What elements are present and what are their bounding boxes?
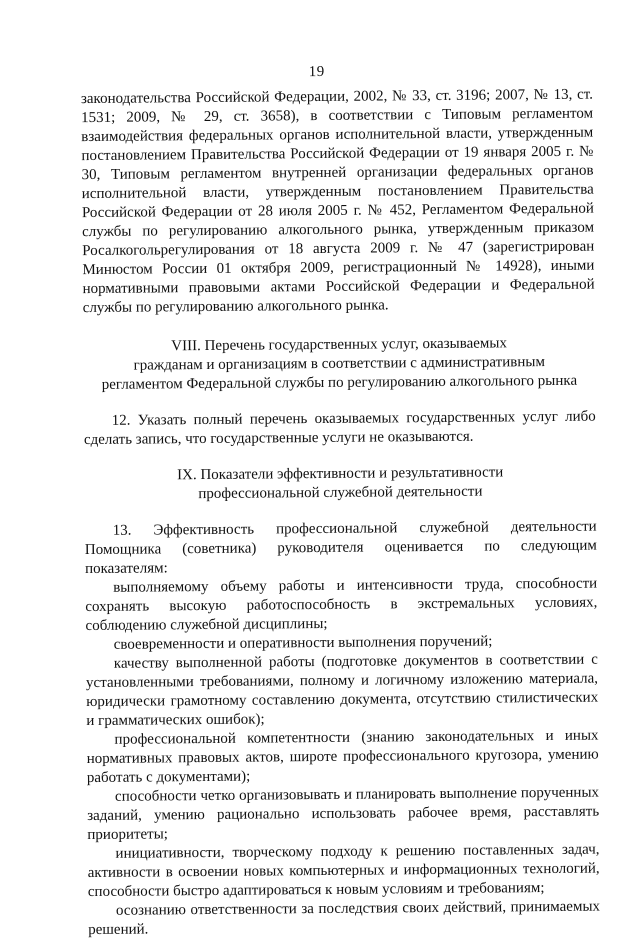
- criteria-item: способности четко организовывать и планировать выполнение порученных заданий, умению рационально использовать рабочее время, расставлять приоритеты;: [87, 784, 600, 844]
- criteria-item: качеству выполненной работы (подготовке документов в соответствии с установленными требованиями, полному и логичному изложению материала, юридически грамотному составлению документа, отсутствию стилистических и грамматических ошибок);: [85, 651, 599, 730]
- document-body: [81, 86, 600, 940]
- section-viii-heading-line-2: гражданам и организациям в соответствии с административным: [133, 354, 545, 374]
- criteria-item: своевременности и оперативности выполнения поручений;: [113, 633, 493, 653]
- criteria-item: инициативности, творческому подходу к решению поставленных задач, активности в освоении новых компьютерных и информационных технологий, способности быстро адаптироваться к новым условиям и требованиям;: [87, 841, 600, 901]
- section-viii-heading-line-3: регламентом Федеральной службы по регулированию алкогольного рынка: [101, 372, 578, 393]
- criteria-item: осознанию ответственности за последствия своих действий, принимаемых решений.: [88, 898, 601, 939]
- page-number: 19: [308, 63, 325, 81]
- section-ix-heading: [84, 463, 596, 505]
- criteria-item: профессиональной компетентности (знанию законодательных и иных нормативных правовых актов, широте профессионального кругозора, умению работать с документами);: [86, 727, 599, 787]
- intro-paragraph: законодательства Российской Федерации, 2002, № 33, ст. 3196; 2007, № 13, ст. 1531; 2009, № 29, ст. 3658), в соответствии с Типовым регламентом взаимодействия федеральных органов исполнительной власти, утвержденным постановлением Правительства Российской Федерации от 19 января 2005 г. № 30, Типовым регламентом внутренней организации федеральных органов исполнительной власти, утвержденным постановлением Правительства Российской Федерации от 28 июля 2005 г. № 452, Регламентом Федеральной службы по регулированию алкогольного рынка, утвержденным приказом Росалкогольрегулирования от 18 августа 2009 г. № 47 (зарегистрирован Минюстом России 01 октября 2009, регистрационный № 14928), иными нормативными правовыми актами Российской Федерации и Федеральной службы по регулированию алкогольного рынка.: [80, 86, 595, 317]
- section-viii-heading: [83, 334, 595, 395]
- paragraph-12: 12. Указать полный перечень оказываемых государственных услуг либо сделать запись, что государственные услуги не оказываются.: [83, 408, 596, 449]
- section-ix-heading-line-2: профессиональной служебной деятельности: [198, 483, 483, 503]
- section-viii-heading-line-1: VIII. Перечень государственных услуг, оказываемых: [171, 335, 508, 355]
- criteria-item: выполняемому объему работы и интенсивности труда, способности сохранять высокую работоспособность в экстремальных условиях, соблюдению служебной дисциплины;: [85, 575, 598, 635]
- section-ix-heading-line-1: IX. Показатели эффективности и результативности: [177, 464, 504, 484]
- criteria-list: [85, 575, 600, 940]
- paragraph-13: 13. Эффективность профессиональной служебной деятельности Помощника (советника) руководителя оценивается по следующим показателям:: [84, 518, 597, 578]
